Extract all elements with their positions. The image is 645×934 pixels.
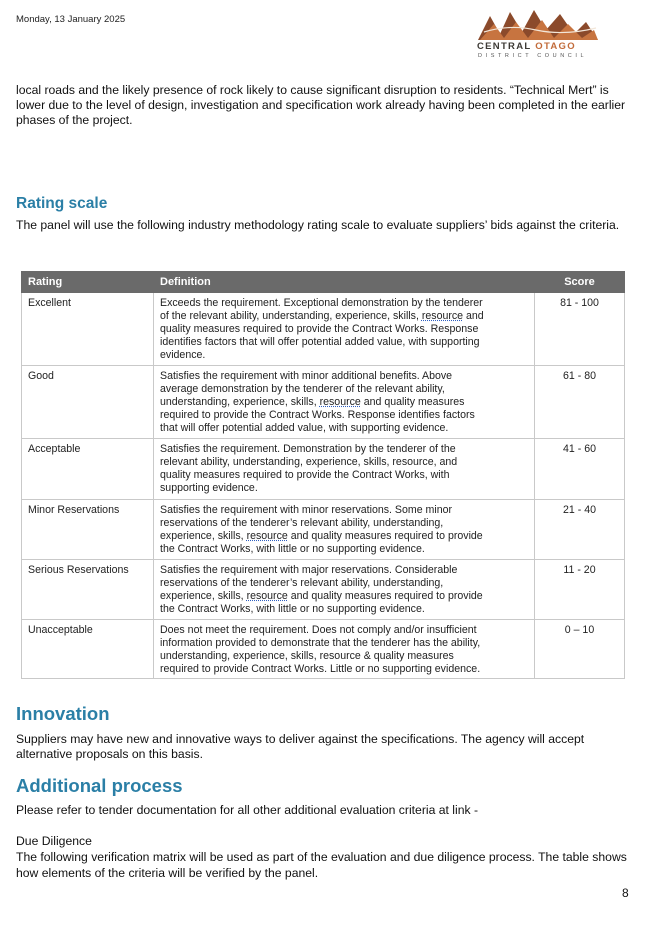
rating-cell: Minor Reservations — [22, 500, 154, 560]
definition-cell: Satisfies the requirement. Demonstration by the tenderer of the relevant ability, understanding, experience, skills, resource, and quality measures required to provide the Contract Works, with supporting evidence. — [154, 439, 535, 500]
additional-process-paragraph: Please refer to tender documentation for all other additional evaluation criteria at link - — [16, 803, 479, 817]
score-cell: 61 - 80 — [535, 366, 625, 439]
definition-cell: Does not meet the requirement. Does not comply and/or insufficient information provided to demonstrate that the tenderer has the ability, understanding, experience, skills, resource & quality measures required to provide Contract Works. Little or no supporting evidence. — [154, 620, 535, 679]
table-row — [22, 500, 625, 560]
table-row — [22, 366, 625, 439]
table-row — [22, 560, 625, 620]
rating-cell: Excellent — [22, 293, 154, 366]
definition-cell: Satisfies the requirement with minor additional benefits. Above average demonstration by the tenderer of the relevant ability, understanding, experience, skills, resource and quality measures required to provide the Contract Works. Response identifies factors that will offer potential added value, with supporting evidence. — [154, 366, 535, 439]
logo-subtitle: DISTRICT COUNCIL — [478, 53, 588, 59]
definition-cell: Satisfies the requirement with minor reservations. Some minor reservations of the tenderer’s relevant ability, understanding, experience, skills, resource and quality measures required to provide the Contract Works, with little or no supporting evidence. — [154, 500, 535, 560]
due-diligence-paragraph: The following verification matrix will be used as part of the evaluation and due diligence process. The table shows how elements of the criteria will be verified by the panel. — [16, 850, 627, 880]
col-header-rating: Rating — [22, 272, 154, 293]
col-header-score: Score — [535, 272, 625, 293]
score-cell: 11 - 20 — [535, 560, 625, 620]
rating-scale-paragraph: The panel will use the following industry methodology rating scale to evaluate suppliers’ bids against the criteria. — [16, 218, 620, 232]
header-date: Monday, 13 January 2025 — [16, 14, 126, 25]
rating-cell: Acceptable — [22, 439, 154, 500]
rating-scale-heading: Rating scale — [16, 195, 108, 212]
page-number: 8 — [622, 886, 629, 900]
additional-process-heading: Additional process — [16, 775, 183, 796]
definition-cell: Exceeds the requirement. Exceptional demonstration by the tenderer of the relevant ability, understanding, experience, skills, resource and quality measures required to provide the Contract Works. Response identifies factors that will offer potential added value, with supporting evidence. — [154, 293, 535, 366]
table-row — [22, 620, 625, 679]
rating-cell: Serious Reservations — [22, 560, 154, 620]
rating-cell: Unacceptable — [22, 620, 154, 679]
due-diligence-subheading: Due Diligence — [16, 834, 92, 848]
definition-cell: Satisfies the requirement with major reservations. Considerable reservations of the tenderer’s relevant ability, understanding, experience, skills, resource and quality measures required to provide the Contract Works, with little or no supporting evidence. — [154, 560, 535, 620]
rating-table — [21, 271, 625, 679]
score-cell: 81 - 100 — [535, 293, 625, 366]
table-row — [22, 293, 625, 366]
table-header-row — [22, 272, 625, 293]
logo-wordmark: CENTRAL OTAGO — [477, 41, 576, 52]
intro-paragraph: local roads and the likely presence of rock likely to cause significant disruption to residents. “Technical Mert” is lower due to the level of design, investigation and specification work already having been completed in the earlier phases of the project. — [16, 83, 626, 127]
score-cell: 0 – 10 — [535, 620, 625, 679]
score-cell: 41 - 60 — [535, 439, 625, 500]
rating-cell: Good — [22, 366, 154, 439]
score-cell: 21 - 40 — [535, 500, 625, 560]
col-header-definition: Definition — [154, 272, 535, 293]
table-row — [22, 439, 625, 500]
innovation-heading: Innovation — [16, 703, 110, 724]
innovation-paragraph: Suppliers may have new and innovative ways to deliver against the specifications. The agency will accept alternative proposals on this basis. — [16, 732, 585, 761]
